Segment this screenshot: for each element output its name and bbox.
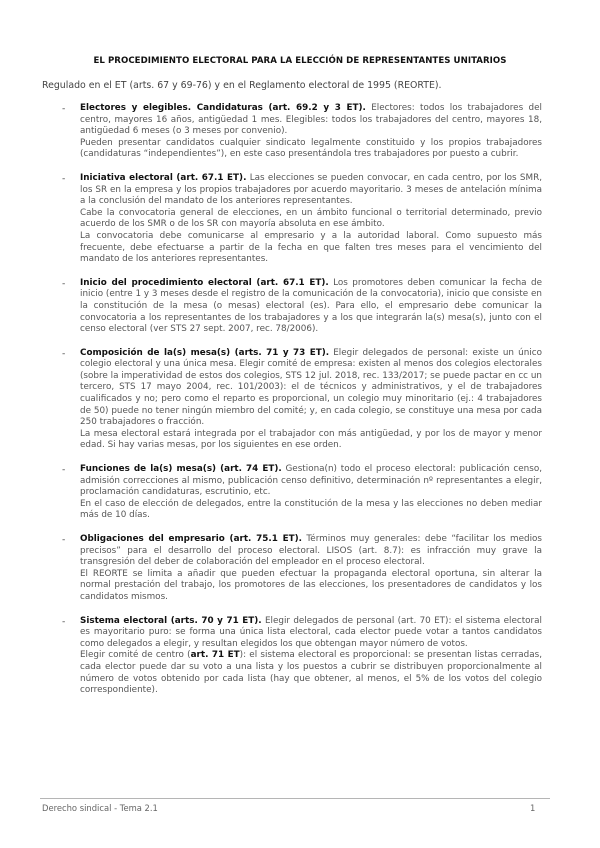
item-extra: La convocatoria debe comunicarse al empresario y a la autoridad laboral. Como supuesto más frecuente, debe efectuarse a partir de la fecha en que falten tres meses para el vencimiento del mandato de los anteriores representantes. (80, 230, 542, 265)
item-heading: Funciones de la(s) mesa(s) (art. 74 ET). (80, 464, 282, 475)
list-item (62, 278, 542, 336)
item-extra (80, 650, 542, 696)
list-item (62, 616, 542, 697)
intro-text: Regulado en el ET (arts. 67 y 69-76) y en el Reglamento electoral de 1995 (REORTE). (42, 80, 442, 91)
item-paragraph (80, 348, 542, 429)
bullet-dash: - (62, 464, 66, 476)
item-text: Elegir delegados de personal: existe un único colegio electoral y una única mesa. Elegir comité de empresa: existen al menos dos colegios electorales (sobre la imperatividad de estos dos colegios, STS 12 jul. 2018, rec. 133/2017; se puede pactar en cc un tercero, STS 17 mayo 2004, rec. 101/2003): el de técnicos y administrativos, y el de trabajadores cualificados y no; pero como el reparto es proporcional, un colegio muy minoritario (ej.: 4 trabajadores de 50) puede no tener ningún miembro del comité; y, en cada colegio, se constituye una mesa por cada 250 trabajadores o fracción. (80, 347, 542, 428)
item-extra: En el caso de elección de delegados, entre la constitución de la mesa y las elecciones no deben mediar más de 10 días. (80, 498, 542, 521)
list-item (62, 348, 542, 452)
item-text: Términos muy generales: debe “facilitar los medios precisos” para el desarrollo del proceso electoral. LISOS (art. 8.7): es infracción muy grave la transgresión del deber de colaboración del empleador en el proceso electoral. (80, 534, 543, 568)
item-paragraph (80, 616, 542, 651)
item-text: Las elecciones se pueden convocar, en cada centro, por los SMR, los SR en la empresa y los propios trabajadores por acuerdo mayoritario. 3 meses de antelación mínima a la conclusión del mandato de los anteriores representantes. (80, 172, 542, 207)
item-heading: Electores y elegibles. Candidaturas (art. 69.2 y 3 ET). (80, 103, 366, 113)
item-heading: Inicio del procedimiento electoral (art. 67.1 ET). (80, 277, 329, 288)
item-extra: Cabe la convocatoria general de elecciones, en un ámbito funcional o territorial determinado, previo acuerdo de los SMR o de los SR con mayoría absoluta en ese ámbito. (80, 207, 542, 230)
footer-divider (40, 798, 550, 799)
list-item (62, 103, 542, 161)
item-heading: Obligaciones del empresario (art. 75.1 ET). (80, 534, 302, 544)
item-extra: Pueden presentar candidatos cualquier sindicato legalmente constituido y los propios trabajadores (candidaturas “independientes”), en este caso presentándola tres trabajadores por puesto a cubrir. (80, 137, 542, 160)
item-paragraph (80, 103, 542, 138)
list-item (62, 464, 542, 522)
bullet-dash: - (62, 347, 66, 359)
page-title: EL PROCEDIMIENTO ELECTORAL PARA LA ELECCIÓN DE REPRESENTANTES UNITARIOS (93, 56, 507, 66)
item-extra-bold: art. 71 ET (190, 650, 240, 661)
item-extra-after: ): el sistema electoral es proporcional: se presentan listas cerradas, cada elector puede dar su voto a una lista y los puestos a cubrir se distribuyen proporcionalmente al número de votos obtenido por cada lista (hay que obtener, al menos, el 5% de los votos del colegio correspondiente). (80, 650, 542, 696)
item-extra: El REORTE se limita a añadir que pueden efectuar la propaganda electoral oportuna, sin alterar la normal prestación del trabajo, los promotores de las elecciones, los presentadores de candidatos y los candidatos mismos. (80, 568, 542, 602)
item-heading: Iniciativa electoral (art. 67.1 ET). (80, 172, 247, 183)
bullet-dash: - (62, 534, 66, 545)
item-paragraph (80, 464, 542, 499)
item-heading: Sistema electoral (arts. 70 y 71 ET). (80, 615, 262, 626)
footer-course: Derecho sindical - Tema 2.1 (42, 803, 158, 813)
page-number: 1 (530, 803, 536, 813)
item-text: Gestiona(n) todo el proceso electoral: publicación censo, admisión correcciones al mismo, publicación censo definitivo, determinación nº representantes a elegir, proclamación candidaturas, escrutinio, etc. (80, 464, 543, 498)
bullet-dash: - (62, 615, 66, 627)
item-text: Los promotores deben comunicar la fecha de inicio (entre 1 y 3 meses desde el registro de la comunicación de la convocatoria), inicio que consiste en la constitución de la mesa (o mesas) electoral (es). Para ello, el empresario debe comunicar la convocatoria a los representantes de los trabajadores y a los que integrarán la(s) mesa(s), junto con el censo electoral (ver STS 27 sept. 2007, rec. 78/2006). (80, 277, 542, 335)
item-text: Electores: todos los trabajadores del centro, mayores 16 años, antigüedad 1 mes. Elegibles: todos los trabajadores del centro, mayores 18, antigüedad 6 meses (o 3 meses por convenio). (80, 103, 542, 137)
item-paragraph (80, 278, 542, 336)
list-item (62, 534, 542, 604)
bullet-dash: - (62, 277, 66, 289)
section-list (62, 103, 542, 709)
item-extra: La mesa electoral estará integrada por el trabajador con más antigüedad, y por los de mayor y menor edad. Si hay varias mesas, por los siguientes en ese orden. (80, 428, 542, 451)
item-paragraph (80, 173, 542, 208)
item-extra-before: Elegir comité de centro ( (80, 650, 191, 661)
item-text: Elegir delegados de personal (art. 70 ET): el sistema electoral es mayoritario puro: se forma una única lista electoral, cada elector puede votar a tantos candidatos como delegados a elegir, y resultan elegidos los que obtengan mayor número de votos. (80, 615, 542, 649)
bullet-dash: - (62, 172, 66, 184)
list-item (62, 173, 542, 266)
item-paragraph (80, 534, 542, 569)
item-heading: Composición de la(s) mesa(s) (arts. 71 y 73 ET). (80, 347, 330, 358)
bullet-dash: - (62, 103, 66, 114)
